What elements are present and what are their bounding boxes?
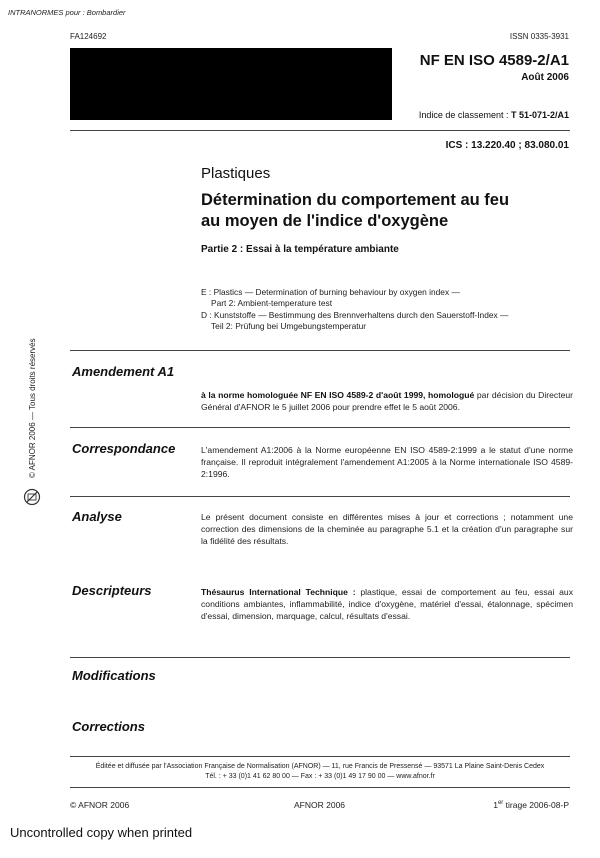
part-title: Partie 2 : Essai à la température ambiante (201, 244, 399, 255)
distribution-note: INTRANORMES pour : Bombardier (8, 8, 126, 17)
print-run: 1er tirage 2006-08-P (493, 800, 569, 810)
section-heading-amendement: Amendement A1 (72, 364, 175, 379)
section-heading-descripteurs: Descripteurs (72, 583, 152, 598)
english-title: E : Plastics — Determination of burning behaviour by oxygen index — Part 2: Ambient-temperature test (201, 287, 460, 308)
classification-index: Indice de classement : T 51-071-2/A1 (418, 110, 569, 120)
standard-date: Août 2006 (521, 72, 569, 83)
correspondance-text: L'amendement A1:2006 à la Norme européenne EN ISO 4589-2:1999 a le statut d'une norme française. Il reproduit intégralement l'amendement A1:2005 à la Norme internationale ISO 4589-2:1996. (201, 445, 573, 479)
analyse-text: Le présent document consiste en différentes mises à jour et corrections ; notamment une correction des dimensions de la cheminée au paragraphe 5.1 et la création d'un paragraphe sur la fidélité des résultats. (201, 512, 573, 546)
category-title: Plastiques (201, 165, 271, 182)
divider (70, 130, 570, 131)
issn: ISSN 0335-3931 (509, 32, 569, 41)
uncontrolled-copy-notice: Uncontrolled copy when printed (10, 825, 193, 840)
amendement-text: à la norme homologuée NF EN ISO 4589-2 d'août 1999, homologué par décision du Directeur Général d'AFNOR le 5 juillet 2006 pour prendre effet le 5 août 2006. (201, 390, 574, 412)
document-reference: FA124692 (70, 32, 107, 41)
document-title: Détermination du comportement au feu au moyen de l'indice d'oxygène (201, 191, 510, 230)
publisher-footer: AFNOR 2006 (294, 800, 346, 810)
ics-codes: ICS : 13.220.40 ; 83.080.01 (445, 140, 569, 151)
section-heading-corrections: Corrections (72, 719, 145, 734)
divider (70, 496, 570, 497)
publisher-info: Éditée et diffusée par l'Association Française de Normalisation (AFNOR) — 11, rue Francis de Pressensé — 93571 La Plaine Saint-Denis Cedex Tél. : + 33 (0)1 41 62 80 00 — Fax : + 33 (0)1 49 17 90 00 — www.afnor.fr (95, 763, 545, 780)
divider (70, 787, 570, 788)
divider (70, 427, 570, 428)
section-heading-modifications: Modifications (72, 668, 156, 683)
copyright-vertical: © AFNOR 2006 — Tous droits réservés (28, 338, 37, 478)
no-photocopy-icon (23, 488, 41, 506)
section-heading-correspondance: Correspondance (72, 441, 176, 456)
copyright-footer: © AFNOR 2006 (70, 800, 130, 810)
divider (70, 350, 570, 351)
section-heading-analyse: Analyse (72, 509, 122, 524)
redacted-block (70, 48, 392, 120)
divider (70, 657, 570, 658)
descripteurs-text: Thésaurus International Technique : plastique, essai de comportement au feu, essai aux conditions ambiantes, inflammabilité, indice d'oxygène, matériel d'essai, étalonnage, spécimen d'essai, dimension, marquage, calcul, résultats d'essai. (201, 587, 573, 621)
german-title: D : Kunststoffe — Bestimmung des Brennverhaltens durch den Sauerstoff-Index — Teil 2: Prüfung bei Umgebungstemperatur (201, 310, 509, 331)
divider (70, 756, 570, 757)
standard-number: NF EN ISO 4589-2/A1 (419, 52, 569, 69)
